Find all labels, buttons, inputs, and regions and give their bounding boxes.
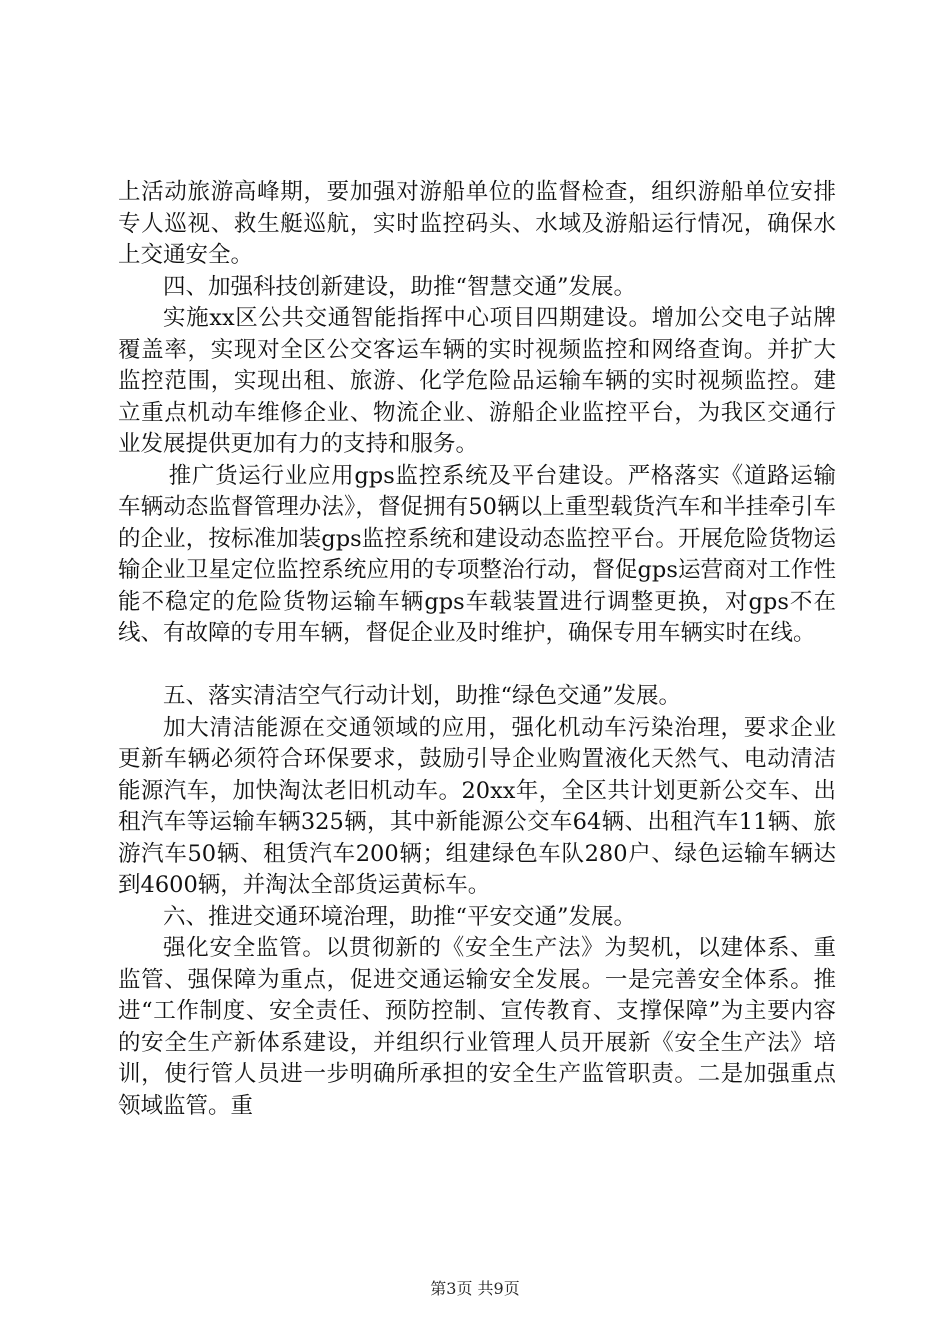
section-heading-6: 六、推进交通环境治理，助推“平安交通”发展。 [163, 903, 637, 930]
paragraph-gps-monitoring: 推广货运行业应用gps监控系统及平台建设。严格落实《道路运输车辆动态监督管理办法》，督促拥有50辆以上重型载货汽车和半挂牵引车的企业，按标准加装gps监控系统和建设动态监控平台。开展危险货物运输企业卫星定位监控系统应用的专项整治行动，督促gps运营商对工作性能不稳定的危险货物运输车辆gps车载装置进行调整更换，对gps不在线、有故障的专用车辆，督促企业及时维护，确保专用车辆实时在线。 [118, 462, 836, 646]
paragraph-safety-supervision: 强化安全监管。以贯彻新的《安全生产法》为契机，以建体系、重监管、强保障为重点，促进交通运输安全发展。一是完善安全体系。推进“工作制度、安全责任、预防控制、宣传教育、支撑保障”为主要内容的安全生产新体系建设，并组织行业管理人员开展新《安全生产法》培训，使行管人员进一步明确所承担的安全生产监管职责。二是加强重点领域监管。重 [118, 935, 836, 1119]
paragraph-clean-energy: 加大清洁能源在交通领域的应用，强化机动车污染治理，要求企业更新车辆必须符合环保要求，鼓励引导企业购置液化天然气、电动清洁能源汽车，加快淘汰老旧机动车。20xx年，全区共计划更新公交车、出租汽车等运输车辆325辆，其中新能源公交车64辆、出租汽车11辆、旅游汽车50辆、租赁汽车200辆；组建绿色车队280户、绿色运输车辆达到4600辆，并淘汰全部货运黄标车。 [118, 714, 836, 898]
section-heading-5: 五、落实清洁空气行动计划，助推“绿色交通”发展。 [163, 683, 682, 709]
paragraph-continuation: 上活动旅游高峰期，要加强对游船单位的监督检查，组织游船单位安排专人巡视、救生艇巡航，实时监控码头、水域及游船运行情况，确保水上交通安全。 [118, 179, 836, 268]
document-body [118, 177, 836, 1122]
paragraph-smart-transport: 实施xx区公共交通智能指挥中心项目四期建设。增加公交电子站牌覆盖率，实现对全区公交客运车辆的实时视频监控和网络查询。并扩大监控范围，实现出租、旅游、化学危险品运输车辆的实时视频监控。建立重点机动车维修企业、物流企业、游船企业监控平台，为我区交通行业发展提供更加有力的支持和服务。 [118, 305, 836, 457]
section-heading-4: 四、加强科技创新建设，助推“智慧交通”发展。 [163, 273, 637, 300]
page-number-footer: 第3页 共9页 [430, 1279, 520, 1298]
